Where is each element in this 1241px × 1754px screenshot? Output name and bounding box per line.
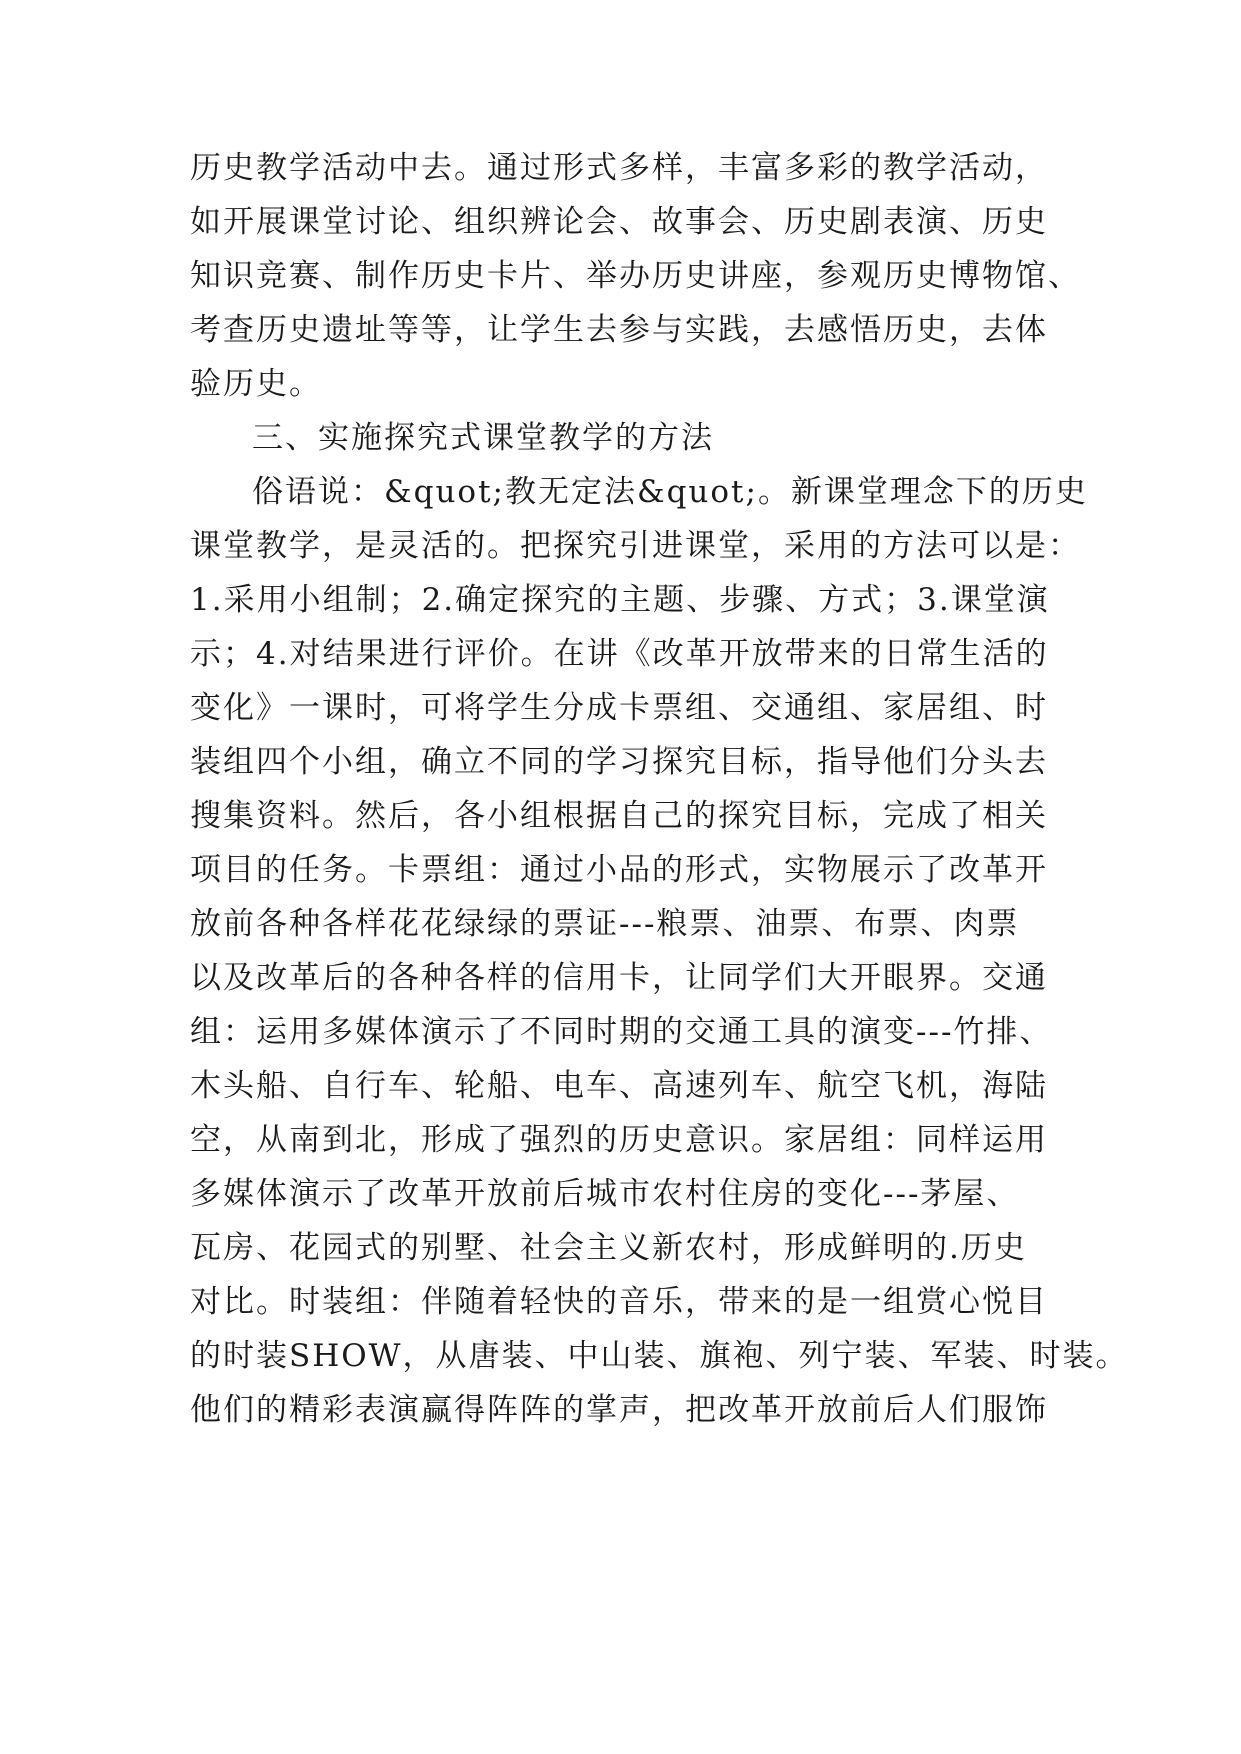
text-line: 以及改革后的各种各样的信用卡，让同学们大开眼界。交通: [190, 960, 1048, 996]
text-line: 项目的任务。卡票组：通过小品的形式，实物展示了改革开: [190, 852, 1048, 888]
text-line: 1.采用小组制；2.确定探究的主题、步骤、方式；3.课堂演: [190, 582, 1050, 618]
text-line: 装组四个小组，确立不同的学习探究目标，指导他们分头去: [190, 744, 1048, 780]
text-line: 放前各种各样花花绿绿的票证---粮票、油票、布票、肉票: [190, 906, 1020, 942]
text-line: 示；4.对结果进行评价。在讲《改革开放带来的日常生活的: [190, 636, 1049, 672]
text-line: 如开展课堂讨论、组织辨论会、故事会、历史剧表演、历史: [190, 204, 1048, 240]
text-line: 课堂教学，是灵活的。把探究引进课堂，采用的方法可以是：: [190, 528, 1081, 564]
text-line: 瓦房、花园式的别墅、社会主义新农村，形成鲜明的.历史: [190, 1230, 1027, 1266]
text-line: 考查历史遗址等等，让学生去参与实践，去感悟历史，去体: [190, 312, 1048, 348]
text-line: 验历史。: [190, 366, 322, 402]
text-line: 俗语说：&quot;教无定法&quot;。新课堂理念下的历史: [252, 474, 1088, 510]
text-line: 的时装SHOW，从唐装、中山装、旗袍、列宁装、军装、时装。: [190, 1338, 1129, 1374]
text-line: 知识竞赛、制作历史卡片、举办历史讲座，参观历史博物馆、: [190, 258, 1081, 294]
section-heading: 三、实施探究式课堂教学的方法: [252, 420, 714, 456]
text-line: 木头船、自行车、轮船、电车、高速列车、航空飞机，海陆: [190, 1068, 1048, 1104]
text-line: 搜集资料。然后，各小组根据自己的探究目标，完成了相关: [190, 798, 1048, 834]
text-line: 他们的精彩表演赢得阵阵的掌声，把改革开放前后人们服饰: [190, 1392, 1048, 1428]
text-line: 空，从南到北，形成了强烈的历史意识。家居组：同样运用: [190, 1122, 1048, 1158]
text-line: 对比。时装组：伴随着轻快的音乐，带来的是一组赏心悦目: [190, 1284, 1048, 1320]
text-line: 变化》一课时，可将学生分成卡票组、交通组、家居组、时: [190, 690, 1048, 726]
text-line: 多媒体演示了改革开放前后城市农村住房的变化---茅屋、: [190, 1176, 1020, 1212]
text-line: 历史教学活动中去。通过形式多样，丰富多彩的教学活动，: [190, 150, 1048, 186]
text-line: 组：运用多媒体演示了不同时期的交通工具的演变---竹排、: [190, 1014, 1053, 1050]
